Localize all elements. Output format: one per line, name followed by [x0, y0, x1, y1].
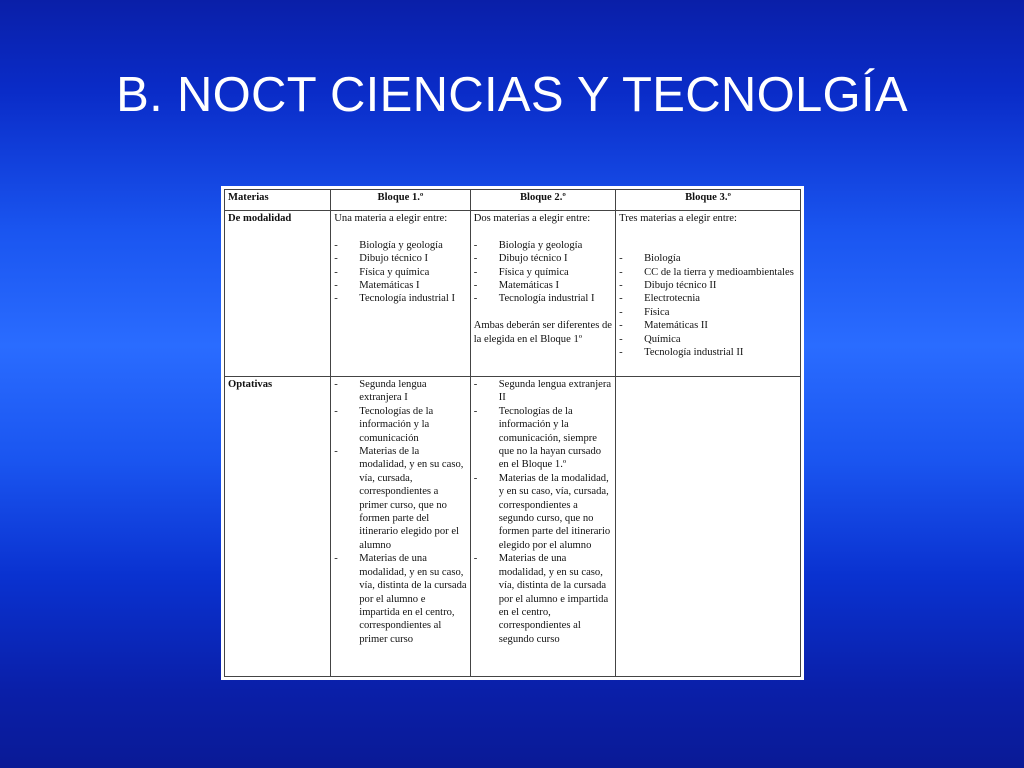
cell-modalidad-b3 — [616, 211, 801, 377]
dash-bullet: - — [619, 266, 623, 278]
list-item-text: Dibujo técnico I — [498, 253, 568, 265]
list-item — [474, 252, 612, 265]
list-item — [334, 445, 466, 552]
dash-bullet: - — [334, 293, 338, 305]
list-item-text: Matemáticas I — [498, 280, 560, 292]
cell-optativas-b1 — [331, 377, 470, 677]
list-item — [334, 239, 466, 252]
list-item — [334, 252, 466, 265]
list-item-text: CC de la tierra y medioambientales — [644, 266, 794, 278]
list-item — [334, 279, 466, 292]
dash-bullet: - — [473, 405, 478, 417]
list-item-text: Tecnología industrial I — [498, 293, 595, 305]
dash-bullet: - — [334, 239, 338, 251]
cell-intro: Tres materias a elegir entre: — [619, 213, 737, 224]
subject-list — [619, 252, 797, 359]
list-item-text: Física y química — [498, 266, 569, 278]
list-item-text: Materias de la modalidad, y en su caso, vía, cursada, correspondientes a segundo curso, que no formen parte del itinerario elegido por el alumno — [498, 472, 611, 551]
dash-bullet: - — [619, 280, 623, 291]
list-item-text: Biología y geología — [498, 239, 583, 251]
dash-bullet: - — [619, 320, 623, 332]
cell-modalidad-b1 — [331, 211, 470, 377]
dash-bullet: - — [473, 379, 478, 390]
list-item-text: Electrotecnia — [644, 293, 700, 305]
list-item — [334, 266, 466, 279]
list-item — [619, 266, 797, 279]
list-item-text: Materias de una modalidad, y en su caso, vía, distinta de la cursada por el alumno e impartida en el centro, correspondientes al segundo curso — [498, 553, 609, 645]
dash-bullet: - — [619, 333, 623, 345]
list-item-text: Tecnología industrial I — [359, 293, 456, 305]
list-item-text: Matemáticas II — [644, 320, 708, 332]
dash-bullet: - — [334, 253, 338, 265]
list-item — [474, 266, 612, 279]
list-item-text: Dibujo técnico I — [359, 253, 429, 265]
list-item — [619, 306, 797, 319]
list-item — [334, 405, 466, 445]
list-item — [619, 319, 797, 332]
dash-bullet: - — [473, 266, 478, 278]
subjects-table — [224, 189, 801, 677]
subject-list — [334, 239, 466, 306]
header-bloque-1: Bloque 1.º — [331, 190, 470, 211]
dash-bullet: - — [334, 405, 338, 417]
list-item-text: Materias de una modalidad, y en su caso, vía, distinta de la cursada por el alumno e impartida en el centro, correspondientes al primer curso — [359, 553, 467, 645]
list-item — [619, 333, 797, 346]
list-item — [334, 378, 466, 405]
list-item — [474, 552, 612, 646]
list-item-text: Biología y geología — [359, 239, 443, 251]
list-item — [619, 252, 797, 265]
slide-title: B. NOCT CIENCIAS Y TECNOLGÍA — [116, 68, 908, 122]
list-item — [619, 292, 797, 305]
list-item — [334, 292, 466, 305]
cell-optativas-b2 — [470, 377, 615, 677]
row-label-optativas: Optativas — [225, 377, 331, 677]
table-row-optativas — [225, 377, 801, 677]
dash-bullet: - — [334, 266, 338, 278]
dash-bullet: - — [334, 379, 338, 390]
table-header-row — [225, 190, 801, 211]
cell-optativas-b3 — [616, 377, 801, 677]
list-item — [619, 346, 797, 359]
list-item-text: Materias de la modalidad, y en su caso, vía, cursada, correspondientes a primer curso, que no formen parte del itinerario elegido por el alumno — [359, 446, 464, 551]
dash-bullet: - — [619, 253, 623, 265]
list-item — [474, 292, 612, 305]
dash-bullet: - — [334, 280, 338, 292]
dash-bullet: - — [473, 280, 478, 292]
list-item — [474, 239, 612, 252]
table-row-modalidad — [225, 211, 801, 377]
list-item-text: Segunda lengua extranjera I — [359, 379, 427, 404]
dash-bullet: - — [619, 347, 623, 359]
list-item — [619, 279, 797, 292]
dash-bullet: - — [473, 472, 478, 484]
list-item-text: Biología — [644, 253, 681, 265]
list-item — [334, 552, 466, 646]
list-item — [474, 472, 612, 552]
document-table-image — [221, 186, 804, 680]
dash-bullet: - — [334, 446, 338, 458]
list-item-text: Tecnología industrial II — [644, 347, 744, 359]
list-item-text: Segunda lengua extranjera II — [498, 379, 612, 404]
list-item — [474, 378, 612, 405]
list-item-text: Tecnologías de la información y la comunicación — [359, 405, 434, 444]
subject-list — [474, 239, 612, 306]
dash-bullet: - — [334, 553, 338, 565]
subject-list — [334, 378, 466, 646]
list-item-text: Química — [644, 333, 681, 345]
list-item — [474, 405, 612, 472]
header-materias: Materias — [225, 190, 331, 211]
dash-bullet: - — [473, 293, 478, 305]
cell-modalidad-b2 — [470, 211, 615, 377]
header-bloque-3: Bloque 3.º — [616, 190, 801, 211]
cell-intro: Dos materias a elegir entre: — [473, 213, 591, 224]
dash-bullet: - — [473, 239, 478, 251]
subject-list — [474, 378, 612, 646]
list-item-text: Física — [644, 306, 670, 318]
list-item — [474, 279, 612, 292]
dash-bullet: - — [619, 293, 623, 305]
list-item-text: Física y química — [359, 266, 430, 278]
cell-note: Ambas deberán ser diferentes de la elegida en el Bloque 1º — [473, 320, 612, 345]
list-item-text: Matemáticas I — [359, 280, 420, 292]
list-item-text: Tecnologías de la información y la comunicación, siempre que no la hayan cursado en el Bloque 1.º — [498, 405, 602, 471]
row-label-modalidad: De modalidad — [225, 211, 331, 377]
dash-bullet: - — [619, 306, 623, 318]
header-bloque-2: Bloque 2.º — [470, 190, 615, 211]
dash-bullet: - — [473, 553, 478, 565]
list-item-text: Dibujo técnico II — [644, 280, 717, 291]
dash-bullet: - — [473, 253, 478, 265]
cell-intro: Una materia a elegir entre: — [334, 213, 448, 224]
